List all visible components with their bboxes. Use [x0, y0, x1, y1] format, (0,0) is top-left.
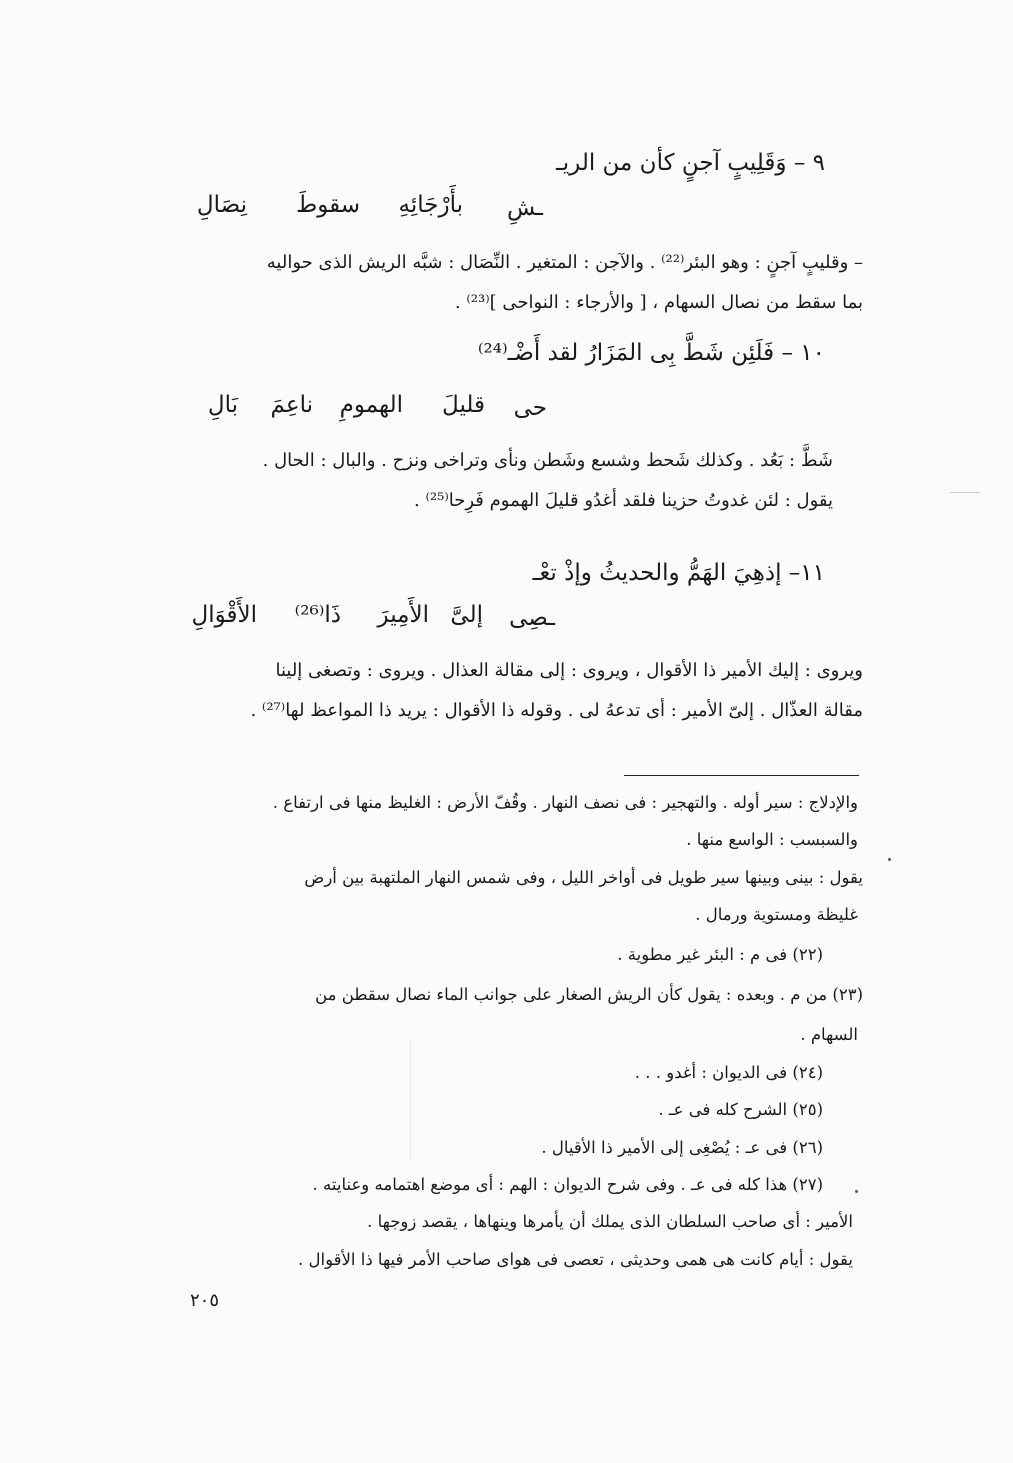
footnote-line: السهام . [800, 1025, 858, 1044]
footnote-line: والسبسب : الواسع منها . [686, 830, 858, 849]
commentary-line: – وقليبٍ آجنٍ : وهو البئر⁽²²⁾ . والآجن : المتغير . النِّصَال : شبَّه الريش الذى حواليه [266, 252, 863, 273]
footnote-line: (٢٣) من م . وبعده : يقول كأن الريش الصغار على جوانب الماء نصال سقطن من [315, 985, 863, 1004]
scan-artifact-dot [855, 1190, 858, 1193]
scan-artifact-mark [950, 492, 980, 493]
commentary-line: يقول : لئن غدوتُ حزينا فلقد أغدُو قليلَ الهموم فَرِحا⁽²⁵⁾ . [414, 490, 833, 511]
footnote-line: الأمير : أى صاحب السلطان الذى يملك أن يأمرها وينهاها ، يقصد زوجها . [367, 1212, 853, 1231]
verse-10-word: قليلَ [442, 392, 485, 418]
verse-9-word: نِصَالِ [196, 192, 247, 218]
footnote-line: (٢٢) فى م : البئر غير مطوية . [617, 945, 823, 964]
verse-11-word: الأَمِيرَ [377, 602, 429, 628]
verse-9-first-hemistich: ٩ – وَقَلِيبٍ آجنٍ كأن من الريـ [556, 150, 825, 176]
footnote-line: والإدلاج : سير أوله . والتهجير : فى نصف النهار . وقُفّ الأرض : الغليظ منها فى ارتفاع . [272, 793, 858, 812]
footnote-line: يقول : بينى وبينها سير طويل فى أواخر الليل ، وفى شمس النهار الملتهبة بين أرض [304, 868, 863, 887]
verse-10-word: بَالِ [207, 392, 238, 418]
verse-9-word: بأَرْجَائِهِ [398, 192, 463, 218]
footnote-separator [624, 775, 859, 776]
verse-10-word: ناعِمَ [270, 392, 313, 418]
commentary-line: شَطَّ : بَعُد . وكذلك شَحط وشسع وشَطن ونأى وتراخى ونزح . والبال : الحال . [262, 450, 833, 471]
verse-11-word: ذَا⁽²⁶⁾ [294, 602, 341, 628]
verse-11-word: إلىَّ [450, 602, 483, 628]
footnote-line: يقول : أيام كانت هى همى وحديثى ، تعصى فى هواى صاحب الأمر فيها ذا الأقوال . [298, 1250, 853, 1269]
verse-10-first-hemistich: ١٠ – فَلَئِن شَطَّ بِى المَزَارُ لقد أَضْـ⁽²⁴⁾ [477, 340, 825, 366]
footnote-line: (٢٧) هذا كله فى عـ . وفى شرح الديوان : الهم : أى موضع اهتمامه وعنايته . [312, 1175, 823, 1194]
scan-artifact-dot [888, 858, 891, 861]
commentary-line: بما سقط من نصال السهام ، [ والأرجاء : النواحى ]⁽²³⁾ . [454, 292, 863, 313]
footnote-line: (٢٤) فى الديوان : أغدو . . . [634, 1063, 823, 1082]
footnote-line: (٢٥) الشرح كله فى عـ . [658, 1100, 823, 1119]
commentary-line: ويروى : إليك الأمير ذا الأقوال ، ويروى : إلى مقالة العذال . ويروى : وتصغى إلينا [275, 660, 863, 681]
verse-9-word: سقوطَ [295, 192, 360, 218]
verse-11-word: الأَقْوَالِ [191, 602, 257, 628]
page-number: ٢٠٥ [190, 1290, 220, 1311]
scan-artifact-line [410, 1040, 411, 1160]
footnote-line: غليظة ومستوية ورمال . [695, 905, 858, 924]
verse-10-word: حى [513, 395, 547, 421]
verse-9-word: ـشِ [506, 195, 543, 221]
commentary-line: مقالة العذّال . إلىّ الأمير : أى تدعهُ لى . وقوله ذا الأقوال : يريد ذا المواعظ لها⁽²⁷⁾ . [250, 700, 863, 721]
verse-11-word: ـصِى [509, 605, 555, 631]
verse-11-first-hemistich: ١١– إذهِيَ الهَمُّ والحديثُ وإذْ تعْـ [532, 560, 825, 586]
verse-10-word: الهمومِ [339, 392, 403, 418]
footnote-line: (٢٦) فى عـ : يُصْغِى إلى الأمير ذا الأقيال . [541, 1138, 823, 1157]
